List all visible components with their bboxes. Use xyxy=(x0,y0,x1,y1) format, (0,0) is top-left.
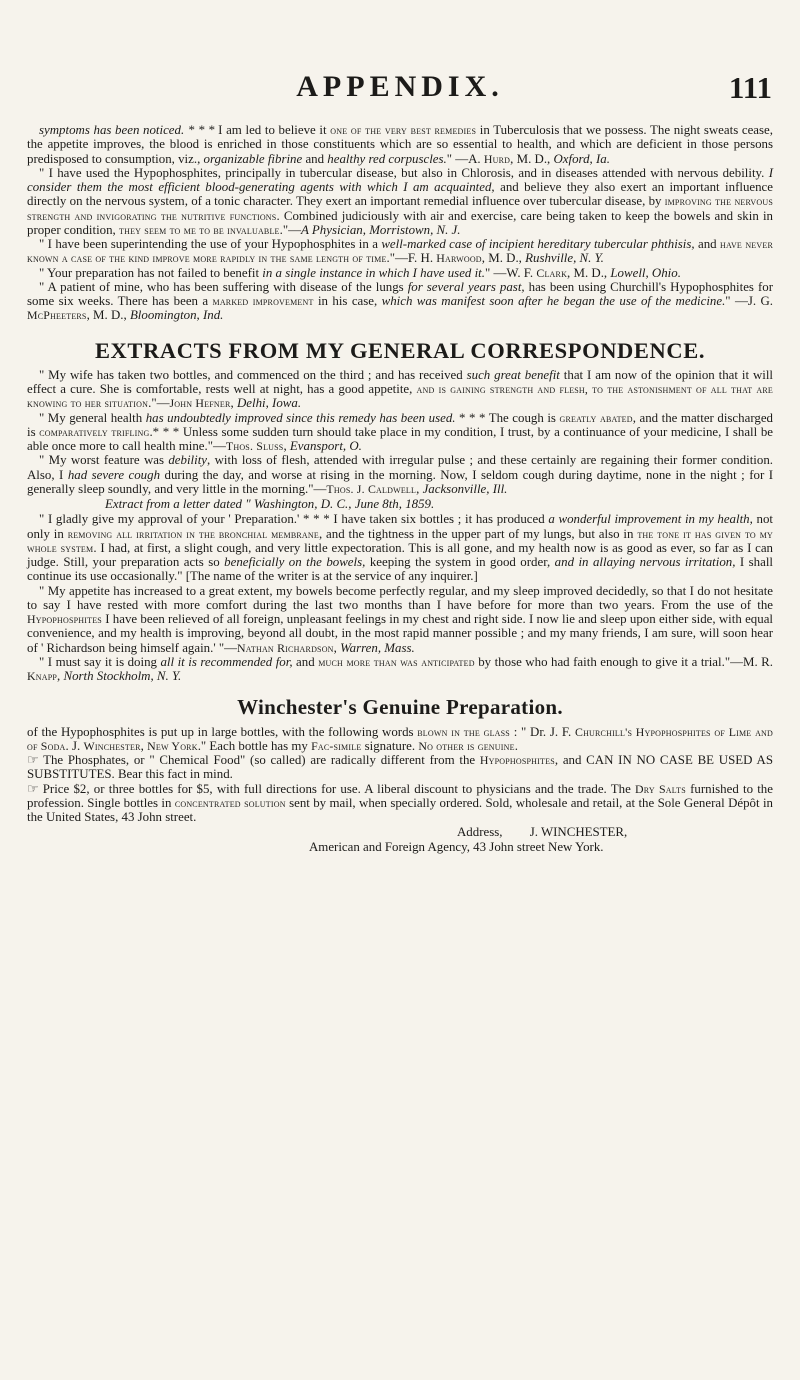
text-run: , M. D., xyxy=(510,151,554,166)
text-run: sent by mail, when specially ordered. Sold, wholesale and retail, at the Sole General Dépôt in the United States, 43 John street. xyxy=(27,795,773,824)
small-caps-text: have never known a case of the kind improve more rapidly in the same length of time xyxy=(27,237,773,266)
text-run: " Your preparation has not failed to benefit xyxy=(39,265,263,280)
testimonials-section xyxy=(27,123,773,323)
paragraph xyxy=(27,166,773,237)
paragraph xyxy=(27,753,773,782)
small-caps-text: New York xyxy=(147,738,198,753)
text-run: not only in xyxy=(27,512,773,541)
text-run: that I am now of the opinion that it will effect a cure. She is comfortable, rests well at night, has a good appetite, xyxy=(27,367,773,396)
text-run: in Tuberculosis that we possess. The night sweats cease, the appetite improves, the blood is enriched in those constituents which are so essential to health, and which are deficient in those persons predisposed to consumption, viz., xyxy=(27,123,773,166)
text-run: ☞ Price $2, or three bottles for $5, with full directions for use. A liberal discount to physicians and the trade. The xyxy=(27,781,636,796)
text-run: in his case, xyxy=(313,294,382,308)
text-run: I have been relieved of all foreign, unpleasant feelings in my chest and right side. I now lie and sleep upon either side, with equal convenience, and my health is improving, beyond all doubt, in the most rapid manner possible ; and my many friends, I am sure, will soon hear of ' Richardson being himself again.' "— xyxy=(27,612,773,655)
text-run: " My appetite has increased to a great extent, my bowels become perfectly regular, and my sleep improved decidedly, so that I do not hesitate to say I have rested with more comfort during the last two months than I have before for more than two years. From the use of the xyxy=(27,583,773,612)
extract-heading: Extract from a letter dated " Washington, D. C., June 8th, 1859. xyxy=(105,497,435,511)
small-caps-text: Thos. Sluss xyxy=(225,439,284,453)
small-caps-text: concentrated solution xyxy=(174,795,286,810)
small-caps-text: Hurd xyxy=(483,151,511,166)
small-caps-text: the tone it has given to my whole system xyxy=(27,526,773,555)
italic-text: Lowell, Ohio. xyxy=(610,265,681,280)
italic-text: well-marked case of incipient hereditary tubercular phthisis, xyxy=(381,237,695,251)
text-run: , xyxy=(57,669,64,683)
italic-text: for several years past, xyxy=(407,279,525,294)
text-run: " I have been superintending the use of your Hypophosphites in a xyxy=(39,237,382,251)
text-run: during the day, and worse at rising in the morning. Now, I seldom cough during daytime, none in the night ; for I generally sleep soundly, and very little in the morning."— xyxy=(27,467,773,496)
text-run: has been using Churchill's Hypophosphites for some six weeks. There has been a xyxy=(27,279,773,308)
text-run: , M. D., xyxy=(567,265,611,280)
text-run: ."— xyxy=(279,222,302,237)
correspondence-section xyxy=(27,368,773,496)
text-run: I shall continue its use occasionally." [The name of the writer is at the service of any inquirer.] xyxy=(27,555,773,584)
small-caps-text: John Hefner xyxy=(169,396,231,411)
paragraph xyxy=(27,411,773,454)
italic-text: such great benefit xyxy=(466,367,560,382)
small-caps-text: Winchester xyxy=(83,738,141,753)
small-caps-text: improving the nervous strength and invigorating the nutritive functions xyxy=(27,194,773,223)
italic-text: A Physician, Morristown, N. J. xyxy=(301,222,461,237)
small-caps-text: Dry Salts xyxy=(635,781,686,796)
text-run: " I must say it is doing xyxy=(39,654,161,669)
address-agency: American and Foreign Agency, 43 John street New York. xyxy=(309,839,604,854)
text-run: ." Each bottle has my xyxy=(197,738,312,753)
text-run: of the Hypophosphites is put up in large bottles, with the following words xyxy=(27,724,418,739)
text-run: . Combined judiciously with air and exercise, care being taken to keep the bowels and skin in proper condition, xyxy=(27,208,773,237)
italic-text: and in allaying nervous irritation, xyxy=(554,555,736,569)
text-run: ."— xyxy=(148,396,170,411)
paragraph xyxy=(27,368,773,411)
italic-text: which was manifest soon after he began the use of the medicine. xyxy=(381,294,726,308)
text-run: " —J. G. xyxy=(725,294,774,308)
italic-text: debility xyxy=(168,453,208,468)
small-caps-text: Fac-simile xyxy=(311,738,362,753)
text-run: , M. D., xyxy=(481,251,526,266)
small-caps-text: Churchill's Hypophosphites of Lime and of Soda xyxy=(27,724,774,753)
text-run: " My general health xyxy=(39,410,146,425)
small-caps-text: Clark xyxy=(536,265,568,280)
text-run: , xyxy=(333,640,341,655)
address-block xyxy=(27,825,773,854)
text-run: ."—F. H. xyxy=(386,251,437,266)
small-caps-text: Harwood xyxy=(436,251,482,266)
paragraph xyxy=(27,584,773,655)
text-run: , and the matter discharged is xyxy=(27,410,773,439)
text-run: , with loss of flesh, attended with irregular pulse ; and these certainly are regaining their former condition. Also, I xyxy=(27,453,773,482)
text-run: and xyxy=(302,151,328,166)
paragraph xyxy=(27,237,773,266)
small-caps-text: greatly abated xyxy=(559,410,633,425)
text-run: . xyxy=(514,738,518,753)
section-heading: EXTRACTS FROM MY GENERAL CORRESPONDENCE. xyxy=(94,337,706,363)
text-run: * * * The cough is xyxy=(455,410,560,425)
text-run: furnished to the profession. Single bottles in xyxy=(27,781,773,810)
address-name: J. WINCHESTER, xyxy=(529,825,628,840)
italic-text: symptoms has been noticed. * * * xyxy=(39,123,219,137)
italic-text: Oxford, Ia. xyxy=(553,151,610,166)
paragraph xyxy=(27,453,773,496)
italic-text: had severe cough xyxy=(67,467,161,482)
small-caps-text: comparatively trifling xyxy=(39,424,150,439)
italic-text: Rushville, N. Y. xyxy=(525,251,604,266)
text-run: .* * * Unless some sudden turn should take place in my condition, I trust, by a continuance of your medicine, I shall be able once more to call health mine."— xyxy=(27,424,773,453)
text-run: : " Dr. J. F. xyxy=(509,724,575,739)
italic-text: in a single instance in which I have used it. xyxy=(262,265,485,280)
italic-text: Evansport, O. xyxy=(289,439,362,453)
small-caps-text: McPheeters xyxy=(27,308,87,323)
text-run: and xyxy=(292,654,319,669)
text-run: " I have used the Hypophosphites, principally in tubercular disease, but also in Chlorosis, and in diseases attended with nervous debility. xyxy=(39,165,769,180)
text-run: " —W. F. xyxy=(484,265,537,280)
italic-text: I consider them the most efficient blood-generating agents with which I am acquainted, xyxy=(27,165,773,194)
text-run: by those who had faith enough to give it a trial."—M. R. xyxy=(474,654,773,669)
italic-text: organizable fibrine xyxy=(203,151,303,166)
text-run: , xyxy=(230,396,237,411)
address-label: Address, xyxy=(457,825,503,840)
text-run: and xyxy=(694,237,721,251)
italic-text: Warren, Mass. xyxy=(340,640,415,655)
italic-text: North Stockholm, N. Y. xyxy=(63,669,182,683)
text-run: " A patient of mine, who has been suffering with disease of the lungs xyxy=(39,279,408,294)
page-number: 111 xyxy=(728,70,772,105)
small-caps-text: they seem to me to be invaluable xyxy=(119,222,280,237)
paragraph xyxy=(27,123,773,166)
small-caps-text: Nathan Richardson xyxy=(237,640,334,655)
text-run: signature. xyxy=(361,738,419,753)
text-run: , M. D., xyxy=(86,308,130,323)
paragraph xyxy=(27,725,773,754)
preparation-notes-section xyxy=(27,725,773,825)
italic-text: has undoubtedly improved since this remedy has been used. xyxy=(145,410,456,425)
small-caps-text: No other is genuine xyxy=(418,738,515,753)
text-run: keeping the system in good order, xyxy=(365,555,555,569)
preparation-heading: Winchester's Genuine Preparation. xyxy=(237,695,563,720)
text-run: I am led to believe it xyxy=(218,123,331,137)
italic-text: Bloomington, Ind. xyxy=(129,308,224,323)
small-caps-text: blown in the glass xyxy=(417,724,510,739)
running-title: APPENDIX. xyxy=(296,70,504,103)
italic-text: healthy red corpuscles. xyxy=(327,151,447,166)
italic-text: beneficially on the bowels, xyxy=(224,555,366,569)
italic-text: all it is recommended for, xyxy=(160,654,293,669)
paragraph xyxy=(27,655,773,684)
italic-text: Jacksonville, Ill. xyxy=(422,481,508,496)
small-caps-text: Knapp xyxy=(27,669,58,683)
small-caps-text: Thos. J. Caldwell xyxy=(326,481,417,496)
text-run: " My worst feature was xyxy=(39,453,169,468)
running-head xyxy=(28,70,772,110)
text-run: " I gladly give my approval of your ' Preparation.' * * * I have taken six bottles ; it has produced xyxy=(39,512,549,527)
washington-letter-section xyxy=(27,512,773,683)
paragraph xyxy=(27,280,773,323)
small-caps-text: marked improvement xyxy=(212,294,314,308)
text-run: , xyxy=(140,738,148,753)
italic-text: a wonderful improvement in my health, xyxy=(548,512,753,527)
small-caps-text: and is gaining strength and flesh, to the astonishment of all that are knowing to her situation xyxy=(27,382,773,411)
text-run: and believe they also exert an important influence directly on the nervous system, of a tonic character. They exert an important remedial influence over tubercular disease, by xyxy=(27,180,773,209)
text-run: ☞ The Phosphates, or " Chemical Food" (so called) are radically different from the xyxy=(27,753,480,767)
small-caps-text: Hypophosphites xyxy=(27,612,102,626)
page-body xyxy=(27,123,773,854)
text-run: " My wife has taken two bottles, and commenced on the third ; and has received xyxy=(39,367,467,382)
text-run: " —A. xyxy=(446,151,484,166)
small-caps-text: removing all irritation in the bronchial membrane xyxy=(67,526,319,541)
small-caps-text: much more than was anticipated xyxy=(318,654,475,669)
italic-text: Delhi, Iowa. xyxy=(236,396,302,411)
address-label-line xyxy=(457,825,773,839)
text-run: , xyxy=(283,439,290,453)
text-run: . J. xyxy=(65,738,84,753)
small-caps-text: Hypophosphites xyxy=(479,753,555,767)
paragraph xyxy=(27,782,773,825)
text-run: , and the tightness in the upper part of my lungs, but also in xyxy=(318,526,638,541)
text-run: , xyxy=(416,481,423,496)
text-run: , and CAN IN NO CASE BE USED AS SUBSTITUTES. Bear this fact in mind. xyxy=(27,753,773,782)
small-caps-text: one of the very best remedies xyxy=(330,123,477,137)
text-run: . I had, at first, a slight cough, and very little expectoration. This is all gone, and my health now is as good as ever, so far as I can judge. Still, your preparation acts so xyxy=(27,540,773,569)
paragraph xyxy=(27,512,773,583)
paragraph xyxy=(27,266,773,280)
